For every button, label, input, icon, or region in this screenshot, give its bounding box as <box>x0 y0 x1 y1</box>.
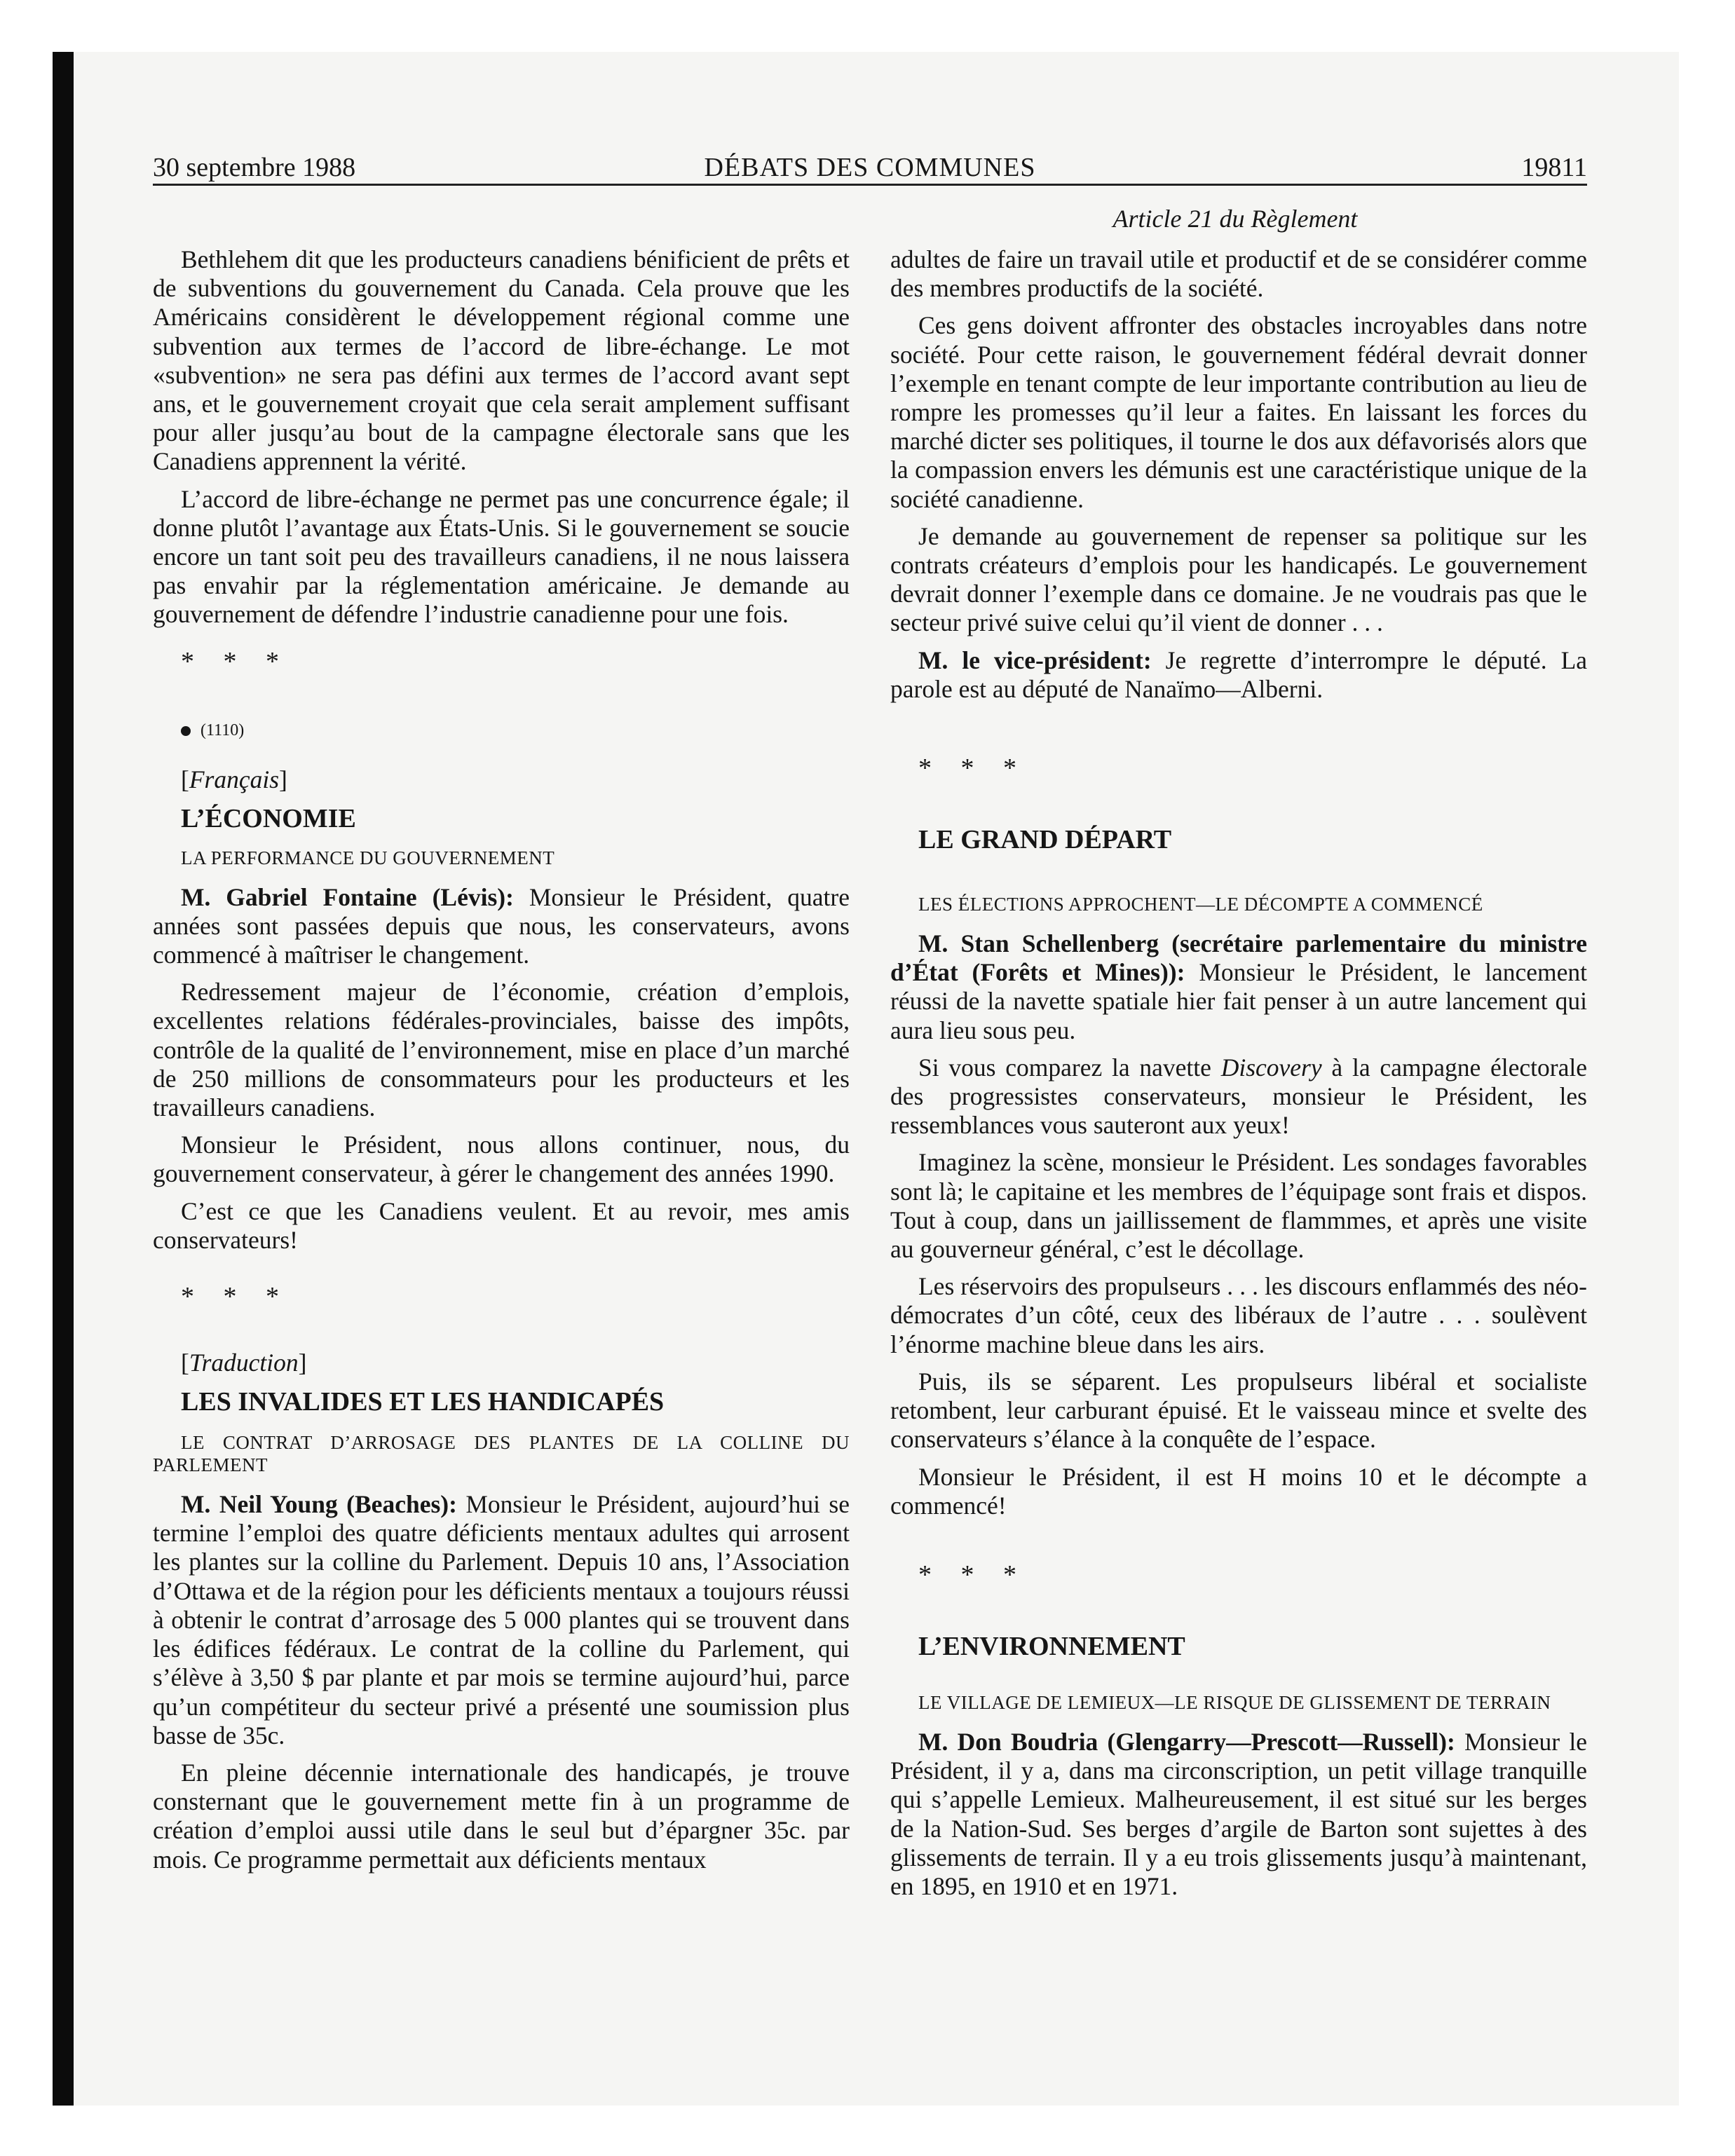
left-column <box>153 245 850 1883</box>
speaker-name: M. Neil Young (Beaches): <box>181 1490 457 1519</box>
page-header <box>153 153 1587 182</box>
timestamp <box>153 718 850 743</box>
section-title: LES INVALIDES ET LES HANDICAPÉS <box>181 1387 665 1417</box>
speech-text: Je regrette d’interrompre le député. La parole est au député de Nanaïmo—Alberni. <box>890 646 1588 703</box>
section-separator: * * * <box>918 1560 1028 1590</box>
scan-binding-edge <box>53 52 74 2106</box>
paragraph: Monsieur le Président, il est H moins 10 et le décompte a commencé! <box>890 1462 1587 1520</box>
speech-text: Monsieur le Président, il y a, dans ma circonscription, un petit village tranquille qui s’appelle Lemieux. Malheureusement, il est situé sur les berges de la Nation-Sud. Ses berges d’argile de Barton sont sujettes à des glissements de terrain. Il y a eu trois glissements jusqu’à maintenant, en 1895, en 1910 et en 1971. <box>890 1727 1587 1900</box>
speaker-name: M. Don Boudria (Glengarry—Prescott—Russell): <box>918 1727 1455 1756</box>
language-note: [Français] <box>181 765 287 793</box>
section-subtitle: LA PERFORMANCE DU GOUVERNEMENT <box>181 847 555 868</box>
paragraph: C’est ce que les Canadiens veulent. Et au revoir, mes amis conservateurs! <box>153 1196 850 1254</box>
section-subtitle: LE VILLAGE DE LEMIEUX—LE RISQUE DE GLISSEMENT DE TERRAIN <box>918 1691 1551 1713</box>
language-label: Traduction <box>189 1349 299 1377</box>
header-title: DÉBATS DES COMMUNES <box>704 153 1036 182</box>
paragraph <box>890 1053 1587 1140</box>
paragraph: Je demande au gouvernement de repenser sa politique sur les contrats créateurs d’emplois pour les handicapés. Le gouvernement devrait donner l’exemple dans ce domaine. Je ne voudrais pas que le secteur privé suive celui qu’il vient de donner . . . <box>890 521 1587 637</box>
paragraph: Redressement majeur de l’économie, création d’emplois, excellentes relations fédérales-provinciales, baisse des impôts, contrôle de la qualité de l’environnement, mise en place d’un marché de 250 millions de consommateurs pour les producteurs et les travailleurs canadiens. <box>153 978 850 1122</box>
bullet-icon <box>181 726 191 736</box>
section-subtitle: LE CONTRAT D’ARROSAGE DES PLANTES DE LA COLLINE DU PARLEMENT <box>153 1432 850 1476</box>
page-number: 19811 <box>1521 153 1587 182</box>
paragraph: L’accord de libre-échange ne permet pas une concurrence égale; il donne plutôt l’avantage aux États-Unis. Si le gouvernement se soucie encore un tant soit peu des travailleurs canadiens, il ne nous laissera pas envahir par la réglementation américaine. Je demande au gouvernement de défendre l’industrie canadienne pour une fois. <box>153 484 850 629</box>
speech <box>890 929 1587 1045</box>
speaker-name: M. Gabriel Fontaine (Lévis): <box>181 882 514 911</box>
paragraph: En pleine décennie internationale des handicapés, je trouve consternant que le gouvernement mette fin à un programme de création d’emploi aussi utile dans le seul but d’épargner 35c. par mois. Ce programme permettait aux déficients mentaux <box>153 1758 850 1874</box>
speech-text: Monsieur le Président, aujourd’hui se termine l’emploi des quatre déficients mentaux adultes qui arrosent les plantes sur la colline du Parlement. Depuis 10 ans, l’Association d’Ottawa et de la région pour les déficients mentaux a toujours réussi à obtenir le contrat d’arrosage des 5 000 plantes qui se trouvent dans les édifices fédéraux. Le contrat de la colline du Parlement, qui s’élève à 3,50 $ par plante et par mois se termine aujourd’hui, parce qu’un compétiteur du secteur privé a présenté une soumission plus basse de 35c. <box>153 1490 850 1749</box>
paragraph: Monsieur le Président, nous allons continuer, nous, du gouvernement conservateur, à gérer le changement des années 1990. <box>153 1131 850 1188</box>
paragraph: Imaginez la scène, monsieur le Président. Les sondages favorables sont là; le capitaine et les membres de l’équipage sont frais et dispos. Tout à coup, dans un jaillissement de flammmes, et après une visite au gouverneur général, c’est le décollage. <box>890 1148 1587 1264</box>
speech-text: Monsieur le Président, quatre années sont passées depuis que nous, les conservateurs, avons commencé à maîtriser le changement. <box>153 882 850 969</box>
speaker-name: M. Stan Schellenberg (secrétaire parlementaire du ministre d’État (Forêts et Mines)): <box>890 929 1587 987</box>
section-separator: * * * <box>181 646 290 676</box>
text-run: Si vous comparez la navette <box>918 1053 1221 1082</box>
paragraph: adultes de faire un travail utile et productif et de se considérer comme des membres productifs de la société. <box>890 245 1587 303</box>
speaker-name: M. le vice-président: <box>918 646 1152 674</box>
section-title: L’ENVIRONNEMENT <box>918 1631 1185 1661</box>
speech-text: Monsieur le Président, le lancement réussi de la navette spatiale hier fait penser à un autre lancement qui aura lieu sous peu. <box>890 958 1588 1044</box>
paragraph: Puis, ils se séparent. Les propulseurs libéral et socialiste retombent, leur carburant épuisé. Et le vaisseau mince et svelte des conservateurs s’élance à la conquête de l’espace. <box>890 1367 1587 1454</box>
rubric: Article 21 du Règlement <box>1113 205 1358 233</box>
section-separator: * * * <box>918 753 1028 784</box>
shuttle-name: Discovery <box>1220 1053 1322 1082</box>
paragraph: Les réservoirs des propulseurs . . . les discours enflammés des néo-démocrates d’un côté, ceux des libéraux de l’autre . . . soulèvent l’énorme machine bleue dans les airs. <box>890 1272 1587 1358</box>
language-label: Français <box>189 765 280 793</box>
text-run: à la campagne électorale des progressistes conservateurs, monsieur le Président, les ressemblances vous sauteront aux yeux! <box>890 1053 1587 1140</box>
section-title: L’ÉCONOMIE <box>181 803 356 833</box>
speech <box>890 646 1587 704</box>
speech <box>153 1490 850 1750</box>
speech <box>153 883 850 970</box>
section-title: LE GRAND DÉPART <box>918 825 1172 855</box>
paragraph: Bethlehem dit que les producteurs canadiens bénificient de prêts et de subventions du gouvernement du Canada. Cela prouve que les Américains considèrent le développement régional comme une subvention aux termes de l’accord de libre-échange. Le mot «subvention» ne sera pas défini aux termes de l’accord avant sept ans, et le gouvernement croyait que cela serait amplement suffisant pour aller jusqu’au bout de la campagne électorale sans que les Canadiens apprennent la vérité. <box>153 245 850 476</box>
right-column <box>890 245 1587 1909</box>
timestamp-text: (1110) <box>200 721 245 739</box>
section-separator: * * * <box>181 1282 290 1312</box>
header-rule <box>153 184 1587 186</box>
header-date: 30 septembre 1988 <box>153 153 356 182</box>
speech <box>890 1728 1587 1901</box>
language-note: [Traduction] <box>181 1349 307 1377</box>
section-subtitle: LES ÉLECTIONS APPROCHENT—LE DÉCOMPTE A COMMENCÉ <box>918 894 1483 915</box>
paragraph: Ces gens doivent affronter des obstacles incroyables dans notre société. Pour cette raison, le gouvernement fédéral devrait donner l’exemple en tenant compte de leur importante contribution au lieu de rompre les promesses qu’il leur a faites. En laissant les forces du marché dicter ses politiques, il tourne le dos aux défavorisés alors que la compassion envers les démunis est une caractéristique unique de la société canadienne. <box>890 311 1587 513</box>
